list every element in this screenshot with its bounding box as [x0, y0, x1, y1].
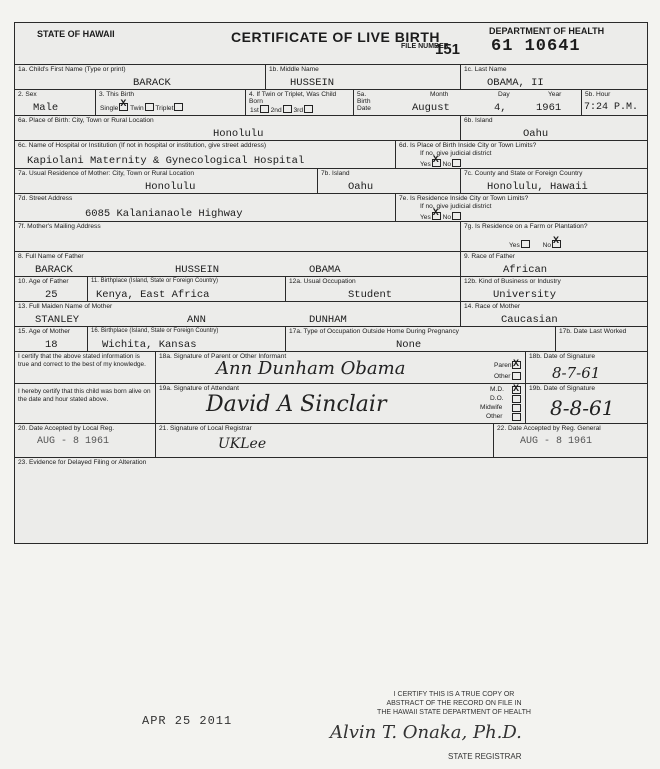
mother-middle-name: ANN — [187, 314, 206, 326]
child-first-name: BARACK — [133, 77, 171, 89]
field-7c — [460, 169, 649, 193]
child-middle-name: HUSSEIN — [290, 77, 335, 89]
field-7f — [15, 222, 460, 251]
label-18a: 18a. Signature of Parent or Other Informant — [159, 353, 287, 360]
label-6c: 6c. Name of Hospital or Institution (If not in hospital or institution, give street address) — [18, 142, 267, 149]
label-15-text: Age of Mother — [28, 328, 71, 335]
label-19a-text: Signature of Attendant — [173, 385, 239, 392]
field-7g — [460, 222, 649, 251]
label-1c-text: Last Name — [474, 66, 507, 73]
field-1b — [265, 65, 460, 89]
label-9-text: Race of Father — [471, 253, 515, 260]
field-22 — [493, 424, 649, 457]
label-7a: 7a. Usual Residence of Mother: City, Town or Rural Location — [18, 170, 195, 177]
birth-city: Honolulu — [213, 128, 264, 140]
label-14: 14. Race of Mother — [464, 303, 521, 310]
attendant-certification — [15, 384, 155, 423]
label-2-text: Sex — [25, 91, 37, 98]
department-name: DEPARTMENT OF HEALTH — [489, 26, 605, 36]
row-hospital — [15, 141, 647, 169]
row-birth-details — [15, 90, 647, 116]
certification-line-3: THE HAWAII STATE DEPARTMENT OF HEALTH — [377, 709, 531, 716]
label-17b-text: Date Last Worked — [573, 328, 627, 335]
field-1c — [460, 65, 649, 89]
option-no: No — [442, 161, 452, 168]
field-9 — [460, 252, 649, 276]
label-7c: 7c. County and State or Foreign Country — [464, 170, 583, 177]
yes-checkbox — [432, 212, 441, 220]
label-22: 22. Date Accepted by Reg. General — [497, 425, 601, 432]
certification-statement — [344, 690, 564, 717]
attendant-certification-text: I hereby certify that this child was born alive on the date and hour stated above. — [18, 388, 151, 403]
first-checkbox — [260, 105, 269, 113]
label-18b: 18b. Date of Signature — [529, 353, 595, 360]
third-checkbox — [304, 105, 313, 113]
label-1b-text: Middle Name — [280, 66, 319, 73]
field-12b — [460, 277, 649, 301]
field-19a — [155, 384, 511, 423]
option-3rd: 3rd — [293, 107, 304, 114]
field-21 — [155, 424, 493, 457]
child-last-name: OBAMA, II — [487, 77, 544, 89]
state-registrar-title: STATE REGISTRAR — [448, 752, 522, 761]
label-7g-text: Is Residence on a Farm or Plantation? — [475, 223, 588, 230]
birth-hour: 7:24 P.M. — [584, 102, 639, 113]
label-1b: 1b. Middle Name — [269, 66, 319, 73]
row-mother-residence — [15, 169, 647, 194]
row-attendant — [15, 384, 647, 424]
field-1a — [15, 65, 265, 89]
label-17b: 17b. Date Last Worked — [559, 328, 627, 335]
informant-type-boxes — [511, 352, 525, 383]
row-mother-details — [15, 327, 647, 352]
no-checkbox — [452, 159, 461, 167]
label-21-text: Signature of Local Registrar — [170, 425, 252, 432]
birth-order-options — [250, 105, 313, 114]
label-7e: 7e. Is Residence Inside City or Town Limits? — [399, 195, 529, 202]
mother-age: 18 — [45, 339, 58, 351]
label-8: 8. Full Name of Father — [18, 253, 84, 260]
mother-residence-city: Honolulu — [145, 181, 196, 193]
field-7b — [317, 169, 460, 193]
field-18b — [525, 352, 649, 383]
label-6d: 6d. Is Place of Birth Inside City or Town Limits? — [399, 142, 537, 149]
field-17b — [555, 327, 649, 351]
label-6d-text: Is Place of Birth Inside City or Town Limits? — [410, 142, 537, 149]
row-registrar — [15, 424, 647, 458]
field-7d — [15, 194, 395, 221]
label-8-text: Full Name of Father — [25, 253, 84, 260]
do-label: D.O. — [490, 395, 504, 402]
mother-birthplace: Wichita, Kansas — [102, 339, 197, 351]
parent-label: Parent — [494, 362, 514, 369]
attendant-type-boxes — [511, 384, 525, 423]
no-checkbox — [552, 240, 561, 248]
label-22-text: Date Accepted by Reg. General — [508, 425, 601, 432]
label-3-text: This Birth — [106, 91, 135, 98]
label-11-text: Birthplace (Island, State or Foreign Country) — [100, 278, 218, 284]
option-1st: 1st — [250, 107, 259, 114]
label-20: 20. Date Accepted by Local Reg. — [18, 425, 115, 432]
father-birthplace: Kenya, East Africa — [96, 289, 210, 301]
row-mother-name — [15, 302, 647, 327]
label-13-text: Full Maiden Name of Mother — [29, 303, 113, 310]
label-12a: 12a. Usual Occupation — [289, 278, 356, 285]
label-12a-text: Usual Occupation — [303, 278, 356, 285]
row-father-name — [15, 252, 647, 277]
mother-residence-county: Honolulu, Hawaii — [487, 181, 588, 193]
field-4 — [245, 90, 353, 115]
field-18a — [155, 352, 514, 383]
birth-year: 1961 — [536, 102, 562, 114]
label-7d-text: Street Address — [29, 195, 73, 202]
label-7d: 7d. Street Address — [18, 195, 73, 202]
certificate-title: CERTIFICATE OF LIVE BIRTH — [231, 29, 441, 45]
other-checkbox — [512, 413, 521, 421]
mother-last-name: DUNHAM — [309, 314, 347, 326]
md-label: M.D. — [490, 386, 504, 393]
label-19a: 19a. Signature of Attendant — [159, 385, 239, 392]
label-19b: 19b. Date of Signature — [529, 385, 595, 392]
label-23: 23. Evidence for Delayed Filing or Alteration — [18, 459, 147, 466]
label-11: 11. Birthplace (Island, State or Foreign Country) — [91, 278, 218, 284]
mother-first-name: STANLEY — [35, 314, 80, 326]
label-7f: 7f. Mother's Mailing Address — [18, 223, 101, 230]
father-business: University — [493, 289, 557, 301]
certification-line-1: I CERTIFY THIS IS A TRUE COPY OR — [393, 691, 515, 698]
label-10: 10. Age of Father — [18, 278, 69, 285]
second-checkbox — [283, 105, 292, 113]
md-checkbox — [512, 386, 521, 394]
label-7a-text: Usual Residence of Mother: City, Town or Rural Location — [29, 170, 195, 177]
option-triplet: Triplet — [155, 105, 174, 112]
field-6b — [460, 116, 649, 140]
street-address: 6085 Kalanianaole Highway — [85, 208, 243, 220]
row-informant — [15, 352, 647, 384]
father-occupation: Student — [348, 289, 393, 301]
registrar-general-date: AUG - 8 1961 — [520, 436, 593, 447]
city-limits-options — [420, 159, 461, 168]
informant-signature: Ann Dunham Obama — [216, 358, 406, 379]
single-checkbox — [119, 103, 128, 111]
label-18a-text: Signature of Parent or Other Informant — [173, 353, 287, 360]
field-6d — [395, 141, 649, 168]
field-8 — [15, 252, 460, 276]
field-12a — [285, 277, 460, 301]
row-evidence — [15, 458, 647, 544]
field-17a — [285, 327, 555, 351]
label-1a-text: Child's First Name (Type or print) — [29, 66, 126, 73]
birth-day: 4, — [494, 102, 507, 114]
label-7e-sub: If no, give judicial district — [420, 203, 492, 210]
field-20 — [15, 424, 155, 457]
option-yes: Yes — [420, 214, 431, 221]
field-6a — [15, 116, 460, 140]
row-street-address — [15, 194, 647, 222]
label-17a-text: Type of Occupation Outside Home During Pregnancy — [303, 328, 459, 335]
attendant-signature: David A Sinclair — [206, 392, 387, 417]
residence-limits-options — [420, 212, 461, 221]
day-label: Day — [498, 91, 510, 98]
field-19b — [525, 384, 649, 423]
father-first-name: BARACK — [35, 264, 73, 276]
issue-date: APR 25 2011 — [142, 714, 233, 728]
state-registrar-signature: Alvin T. Onaka, Ph.D. — [330, 722, 522, 743]
state-name: STATE OF HAWAII — [37, 29, 115, 39]
label-18b-text: Date of Signature — [543, 353, 595, 360]
informant-signature-date: 8-7-61 — [552, 364, 601, 382]
option-no: No — [442, 214, 452, 221]
field-3 — [95, 90, 245, 115]
label-3: 3. This Birth — [99, 91, 135, 98]
label-19b-text: Date of Signature — [543, 385, 595, 392]
option-yes: Yes — [420, 161, 431, 168]
label-4-text: If Twin or Triplet, Was Child Born — [249, 91, 337, 105]
certificate-form — [14, 22, 648, 544]
other-label: Other — [494, 373, 511, 380]
label-16-text: Birthplace (Island, State or Foreign Country) — [101, 328, 219, 334]
label-17a: 17a. Type of Occupation Outside Home During Pregnancy — [289, 328, 459, 335]
label-6a: 6a. Place of Birth: City, Town or Rural Location — [18, 117, 154, 124]
yes-checkbox — [521, 240, 530, 248]
father-last-name: OBAMA — [309, 264, 341, 276]
field-10 — [15, 277, 87, 301]
label-15: 15. Age of Mother — [18, 328, 71, 335]
year-label: Year — [548, 91, 562, 98]
label-7b-text: Island — [332, 170, 350, 177]
mother-occupation: None — [396, 339, 422, 351]
label-5a: 5a. Birth Date — [357, 91, 371, 112]
field-23 — [15, 458, 649, 544]
file-number: 151 — [435, 41, 461, 58]
informant-certification — [15, 352, 155, 383]
other-label: Other — [486, 413, 503, 420]
no-checkbox — [452, 212, 461, 220]
label-7c-text: County and State or Foreign Country — [474, 170, 583, 177]
label-21: 21. Signature of Local Registrar — [159, 425, 252, 432]
birth-type-options — [100, 103, 183, 112]
twin-checkbox — [145, 103, 154, 111]
label-5b: 5b. Hour — [585, 91, 611, 98]
label-4: 4. If Twin or Triplet, Was Child Born — [249, 91, 337, 105]
field-11 — [87, 277, 285, 301]
field-6c — [15, 141, 395, 168]
label-20-text: Date Accepted by Local Reg. — [29, 425, 115, 432]
certification-line-2: ABSTRACT OF THE RECORD ON FILE IN — [386, 700, 522, 707]
label-7b: 7b. Island — [321, 170, 350, 177]
farm-options — [509, 240, 561, 249]
other-checkbox — [512, 372, 521, 380]
parent-checkbox — [512, 361, 521, 369]
month-label: Month — [430, 91, 449, 98]
father-race: African — [503, 264, 548, 276]
field-7a — [15, 169, 317, 193]
row-mailing-address — [15, 222, 647, 252]
row-father-details — [15, 277, 647, 302]
option-yes: Yes — [509, 242, 520, 249]
father-middle-name: HUSSEIN — [175, 264, 220, 276]
child-sex: Male — [33, 102, 59, 114]
midwife-checkbox — [512, 404, 521, 412]
label-23-text: Evidence for Delayed Filing or Alteration — [29, 459, 147, 466]
field-14 — [460, 302, 649, 326]
file-number-label-text: FILE NUMBER — [401, 43, 449, 50]
label-13: 13. Full Maiden Name of Mother — [18, 303, 113, 310]
birth-month: August — [412, 102, 450, 114]
option-2nd: 2nd — [270, 107, 282, 114]
label-12b-text: Kind of Business or Industry — [478, 278, 561, 285]
label-6b: 6b. Island — [464, 117, 493, 124]
label-2: 2. Sex — [18, 91, 37, 98]
mother-residence-island: Oahu — [348, 181, 374, 193]
label-10-text: Age of Father — [28, 278, 69, 285]
label-6a-text: Place of Birth: City, Town or Rural Location — [29, 117, 154, 124]
label-1a: 1a. Child's First Name (Type or print) — [18, 66, 126, 73]
field-15 — [15, 327, 87, 351]
label-12b: 12b. Kind of Business or Industry — [464, 278, 561, 285]
triplet-checkbox — [174, 103, 183, 111]
field-5b — [581, 90, 649, 115]
label-1c: 1c. Last Name — [464, 66, 507, 73]
field-7e — [395, 194, 649, 221]
field-5a — [353, 90, 581, 115]
option-no: No — [542, 242, 552, 249]
option-single: Single — [100, 105, 119, 112]
local-registrar-signature: UKLee — [218, 436, 267, 452]
hospital-name: Kapiolani Maternity & Gynecological Hospital — [27, 155, 305, 167]
field-2 — [15, 90, 95, 115]
label-7g: 7g. Is Residence on a Farm or Plantation? — [464, 223, 588, 230]
midwife-label: Midwife — [480, 404, 503, 411]
mother-race: Caucasian — [501, 314, 558, 326]
informant-certification-text: I certify that the above stated information is true and correct to the best of my knowledge. — [18, 353, 146, 368]
father-age: 25 — [45, 289, 58, 301]
label-5a-text: Birth Date — [357, 98, 371, 112]
label-16: 16. Birthplace (Island, State or Foreign Country) — [91, 328, 219, 334]
do-checkbox — [512, 395, 521, 403]
label-7f-text: Mother's Mailing Address — [27, 223, 101, 230]
label-9: 9. Race of Father — [464, 253, 515, 260]
label-6b-text: Island — [475, 117, 493, 124]
row-place-of-birth — [15, 116, 647, 141]
label-6d-sub: If no, give judicial district — [420, 150, 492, 157]
row-child-name — [15, 65, 647, 90]
option-twin: Twin — [130, 105, 144, 112]
attendant-signature-date: 8-8-61 — [550, 396, 615, 420]
certificate-header — [15, 23, 647, 65]
field-16 — [87, 327, 285, 351]
local-registrar-date: AUG - 8 1961 — [37, 436, 110, 447]
certificate-number: 61 10641 — [491, 37, 581, 56]
birth-island: Oahu — [523, 128, 549, 140]
field-13 — [15, 302, 460, 326]
label-6c-text: Name of Hospital or Institution (If not in hospital or institution, give street address) — [28, 142, 267, 149]
label-14-text: Race of Mother — [475, 303, 521, 310]
yes-checkbox — [432, 159, 441, 167]
other-option — [494, 373, 511, 380]
label-5b-text: Hour — [596, 91, 611, 98]
label-7e-text: Is Residence Inside City or Town Limits? — [410, 195, 529, 202]
